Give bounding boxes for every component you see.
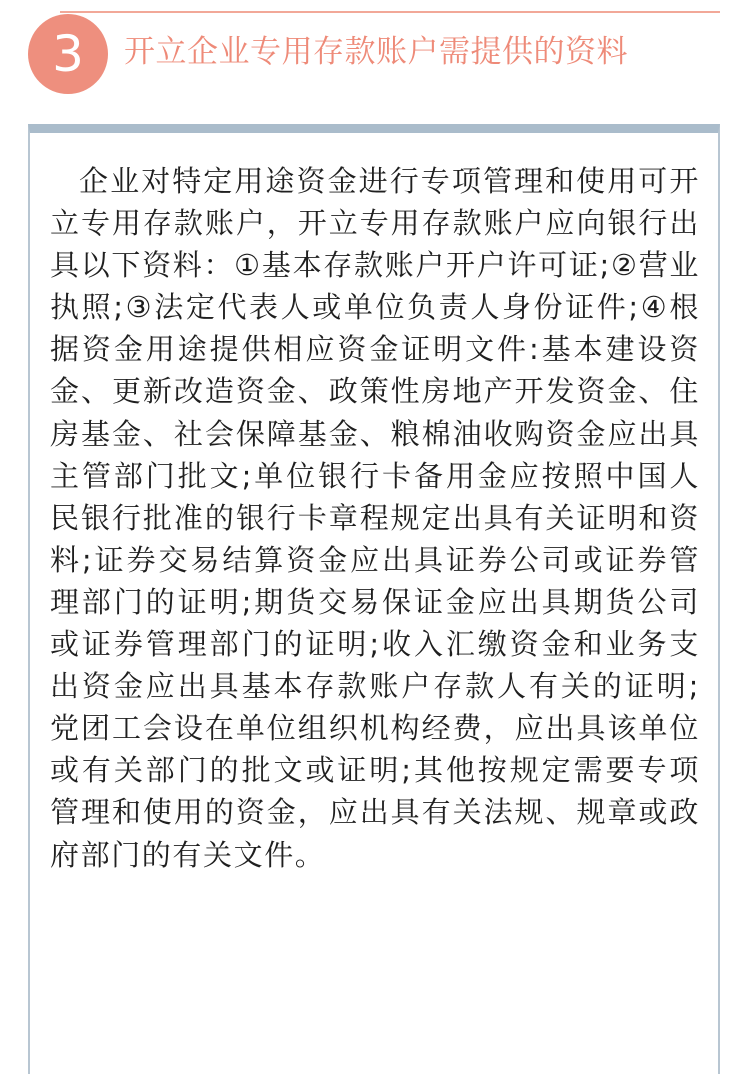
section-number-badge: 3 bbox=[28, 14, 108, 94]
section-title: 开立企业专用存款账户需提供的资料 bbox=[124, 34, 628, 70]
body-paragraph: 企业对特定用途资金进行专项管理和使用可开立专用存款账户，开立专用存款账户应向银行出具以下资料：①基本存款账户开户许可证;②营业执照;③法定代表人或单位负责人身份证件;④根据资金用途提供相应资金证明文件:基本建设资金、更新改造资金、政策性房地产开发资金、住房基金、社会保障基金、粮棉油收购资金应出具主管部门批文;单位银行卡备用金应按照中国人民银行批准的银行卡章程规定出具有关证明和资料;证券交易结算资金应出具证券公司或证券管理部门的证明;期货交易保证金应出具期货公司或证券管理部门的证明;收入汇缴资金和业务支出资金应出具基本存款账户存款人有关的证明;党团工会设在单位组织机构经费，应出具该单位或有关部门的批文或证明;其他按规定需要专项管理和使用的资金，应出具有关法规、规章或政府部门的有关文件。 bbox=[50, 164, 700, 872]
section-header bbox=[0, 0, 750, 100]
header-divider bbox=[60, 11, 720, 13]
